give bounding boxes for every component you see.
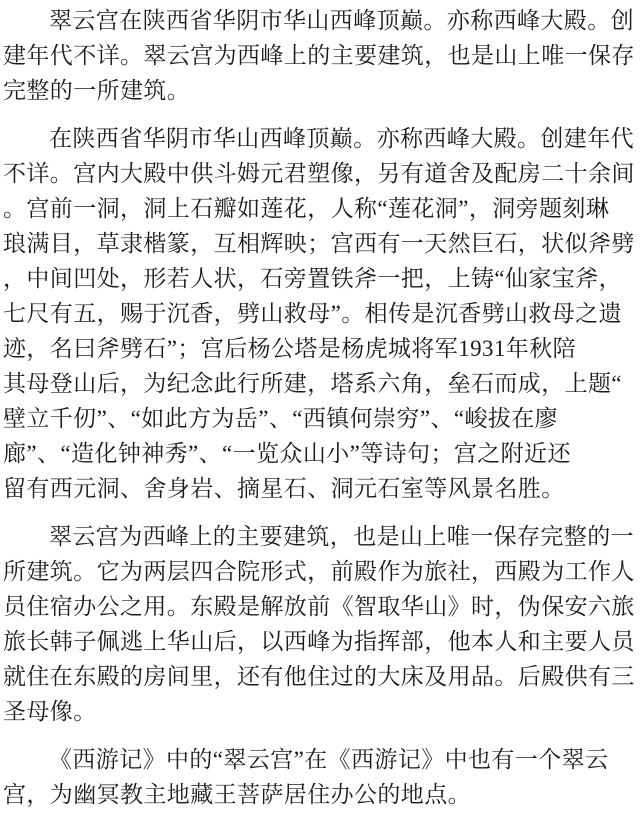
text-line: 圣母像。 xyxy=(3,699,97,724)
paragraph xyxy=(3,742,640,812)
text-line: 琅满目，草隶楷篆，互相辉映；宫西有一天然巨石，状似斧劈 xyxy=(3,231,635,256)
paragraph-first-line: 翠云宫在陕西省华阴市华山西峰顶巅。亦称西峰大殿。创 xyxy=(49,8,634,33)
text-line: 壁立千仞”、“如此方为岳”、“西镇何崇穷”、“峻拔在廖 xyxy=(3,406,559,431)
text-line: ，中间凹处，形若人状，石旁置铁斧一把，上铸“仙家宝斧， xyxy=(3,266,623,291)
paragraph xyxy=(3,519,640,729)
text-line: 完整的一所建筑。 xyxy=(3,78,191,103)
text-line: 就住在东殿的房间里，还有他住过的大床及用品。后殿供有三 xyxy=(3,664,635,689)
paragraph-first-line: 《西游记》中的“翠云宫”在《西游记》中也有一个翠云 xyxy=(49,747,609,772)
text-line: 留有西元洞、舍身岩、摘星石、洞元石室等风景名胜。 xyxy=(3,476,565,501)
paragraph xyxy=(3,3,640,108)
text-line: 旅长韩子佩逃上华山后，以西峰为指挥部，他本人和主要人员 xyxy=(3,629,635,654)
text-line: 不详。宫内大殿中供斗姆元君塑像，另有道舍及配房二十余间 xyxy=(3,161,635,186)
paragraph-first-line: 翠云宫为西峰上的主要建筑，也是山上唯一保存完整的一 xyxy=(49,524,634,549)
text-line: 迹，名曰斧劈石”；宫后杨公塔是杨虎城将军1931年秋陪 xyxy=(3,336,577,361)
text-line: 廊”、“造化钟神秀”、“一览众山小”等诗句；宫之附近还 xyxy=(3,441,571,466)
paragraph xyxy=(3,121,640,506)
text-line: 。宫前一洞，洞上石瓣如莲花，人称“莲花洞”，洞旁题刻琳 xyxy=(3,196,610,221)
text-line: 员住宿办公之用。东殿是解放前《智取华山》时，伪保安六旅 xyxy=(3,594,635,619)
paragraph-first-line: 在陕西省华阴市华山西峰顶巅。亦称西峰大殿。创建年代 xyxy=(49,126,634,151)
text-line: 其母登山后，为纪念此行所建，塔系六角，垒石而成，上题“ xyxy=(3,371,623,396)
text-line: 所建筑。它为两层四合院形式，前殿作为旅社，西殿为工作人 xyxy=(3,559,635,584)
text-line: 建年代不详。翠云宫为西峰上的主要建筑，也是山上唯一保存 xyxy=(3,43,635,68)
text-line: 七尺有五，赐于沉香，劈山救母”。相传是沉香劈山救母之遗 xyxy=(3,301,623,326)
text-line: 宫，为幽冥教主地藏王菩萨居住办公的地点。 xyxy=(3,782,471,807)
